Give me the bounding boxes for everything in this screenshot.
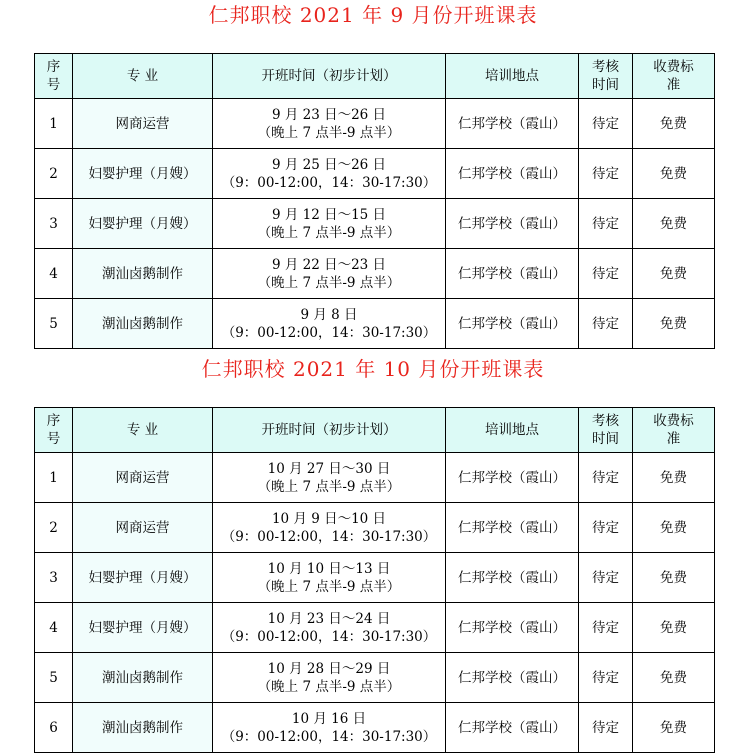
table-row (35, 99, 715, 149)
row-fee: 免费 (633, 99, 715, 149)
header-fee-line: 准 (666, 77, 681, 93)
row-time-date: 9 月 8 日 (300, 306, 358, 323)
row-time (213, 299, 446, 349)
row-time-date: 10 月 23 日～24 日 (267, 610, 391, 627)
row-time-date: 10 月 27 日～30 日 (267, 460, 391, 477)
header-row (35, 408, 715, 453)
header-location: 培训地点 (446, 408, 579, 453)
table-row (35, 503, 715, 553)
table-row (35, 149, 715, 199)
row-fee: 免费 (633, 249, 715, 299)
row-major: 潮汕卤鹅制作 (73, 653, 213, 703)
header-index-line: 号 (46, 431, 61, 447)
header-assessment-line: 考核 (592, 59, 619, 75)
table-row (35, 299, 715, 349)
table-row (35, 199, 715, 249)
table-row (35, 603, 715, 653)
row-time-date: 10 月 16 日 (291, 710, 367, 727)
row-location: 仁邦学校（霞山） (446, 249, 579, 299)
header-index (35, 54, 73, 99)
row-time (213, 149, 446, 199)
row-major: 潮汕卤鹅制作 (73, 249, 213, 299)
row-time (213, 653, 446, 703)
row-time (213, 553, 446, 603)
row-location: 仁邦学校（霞山） (446, 199, 579, 249)
row-location: 仁邦学校（霞山） (446, 603, 579, 653)
row-time-date: 9 月 22 日～23 日 (271, 256, 387, 273)
row-major: 网商运营 (73, 503, 213, 553)
row-time-hours: （9：00-12:00，14：30-17:30） (221, 174, 437, 191)
october-schedule-title: 仁邦职校 2021 年 10 月份开班课表 (201, 357, 545, 381)
row-assessment: 待定 (579, 503, 633, 553)
row-fee: 免费 (633, 553, 715, 603)
row-location: 仁邦学校（霞山） (446, 703, 579, 753)
row-assessment: 待定 (579, 653, 633, 703)
header-fee (633, 408, 715, 453)
row-time-hours: （9：00-12:00，14：30-17:30） (221, 728, 437, 745)
row-assessment: 待定 (579, 99, 633, 149)
header-assessment-line: 时间 (592, 77, 619, 93)
row-time-date: 10 月 10 日～13 日 (267, 560, 391, 577)
row-assessment: 待定 (579, 199, 633, 249)
table-row (35, 653, 715, 703)
row-assessment: 待定 (579, 453, 633, 503)
september-schedule-title: 仁邦职校 2021 年 9 月份开班课表 (208, 3, 538, 27)
header-fee (633, 54, 715, 99)
row-index: 1 (35, 99, 73, 149)
row-time-hours: （晚上 7 点半-9 点半） (257, 224, 401, 241)
row-time-hours: （9：00-12:00，14：30-17:30） (221, 324, 437, 341)
row-major: 网商运营 (73, 453, 213, 503)
row-fee: 免费 (633, 503, 715, 553)
row-location: 仁邦学校（霞山） (446, 99, 579, 149)
row-time-hours: （晚上 7 点半-9 点半） (257, 478, 401, 495)
header-fee-line: 收费标 (653, 413, 694, 429)
row-time (213, 453, 446, 503)
header-major: 专 业 (73, 408, 213, 453)
row-time (213, 249, 446, 299)
header-fee-line: 收费标 (653, 59, 694, 75)
header-index (35, 408, 73, 453)
october-schedule-table (34, 407, 715, 753)
row-index: 3 (35, 199, 73, 249)
row-index: 2 (35, 149, 73, 199)
row-fee: 免费 (633, 453, 715, 503)
row-major: 潮汕卤鹅制作 (73, 299, 213, 349)
row-index: 6 (35, 703, 73, 753)
row-fee: 免费 (633, 199, 715, 249)
row-major: 妇婴护理（月嫂） (73, 199, 213, 249)
row-assessment: 待定 (579, 603, 633, 653)
row-assessment: 待定 (579, 299, 633, 349)
row-index: 4 (35, 249, 73, 299)
row-fee: 免费 (633, 603, 715, 653)
row-fee: 免费 (633, 149, 715, 199)
row-index: 2 (35, 503, 73, 553)
row-index: 1 (35, 453, 73, 503)
header-index-line: 号 (46, 77, 61, 93)
header-assessment-line: 时间 (592, 431, 619, 447)
header-row (35, 54, 715, 99)
header-fee-line: 准 (666, 431, 681, 447)
row-location: 仁邦学校（霞山） (446, 503, 579, 553)
header-assessment (579, 408, 633, 453)
row-time-date: 9 月 12 日～15 日 (271, 206, 387, 223)
row-location: 仁邦学校（霞山） (446, 453, 579, 503)
row-time (213, 703, 446, 753)
row-major: 妇婴护理（月嫂） (73, 603, 213, 653)
row-major: 潮汕卤鹅制作 (73, 703, 213, 753)
row-index: 3 (35, 553, 73, 603)
september-schedule-table (34, 53, 715, 349)
row-time-date: 9 月 23 日～26 日 (271, 106, 387, 123)
row-time (213, 503, 446, 553)
row-time-hours: （晚上 7 点半-9 点半） (257, 274, 401, 291)
table-row (35, 703, 715, 753)
table-row (35, 249, 715, 299)
row-assessment: 待定 (579, 553, 633, 603)
row-major: 妇婴护理（月嫂） (73, 149, 213, 199)
header-location: 培训地点 (446, 54, 579, 99)
row-location: 仁邦学校（霞山） (446, 149, 579, 199)
row-index: 4 (35, 603, 73, 653)
row-time (213, 99, 446, 149)
header-assessment (579, 54, 633, 99)
header-index-line: 序 (46, 59, 61, 75)
row-assessment: 待定 (579, 249, 633, 299)
row-time-hours: （9：00-12:00，14：30-17:30） (221, 628, 437, 645)
header-time: 开班时间（初步计划） (213, 408, 446, 453)
row-major: 网商运营 (73, 99, 213, 149)
row-time-hours: （晚上 7 点半-9 点半） (257, 578, 401, 595)
row-location: 仁邦学校（霞山） (446, 299, 579, 349)
row-assessment: 待定 (579, 703, 633, 753)
row-time-hours: （9：00-12:00，14：30-17:30） (221, 528, 437, 545)
row-time-hours: （晚上 7 点半-9 点半） (257, 124, 401, 141)
header-index-line: 序 (46, 413, 61, 429)
header-assessment-line: 考核 (592, 413, 619, 429)
row-time (213, 199, 446, 249)
table-row (35, 453, 715, 503)
header-major: 专 业 (73, 54, 213, 99)
row-fee: 免费 (633, 653, 715, 703)
row-time (213, 603, 446, 653)
row-index: 5 (35, 299, 73, 349)
row-time-date: 10 月 9 日～10 日 (271, 510, 387, 527)
row-time-date: 10 月 28 日～29 日 (267, 660, 391, 677)
row-major: 妇婴护理（月嫂） (73, 553, 213, 603)
row-assessment: 待定 (579, 149, 633, 199)
row-time-hours: （晚上 7 点半-9 点半） (257, 678, 401, 695)
header-time: 开班时间（初步计划） (213, 54, 446, 99)
row-fee: 免费 (633, 299, 715, 349)
row-location: 仁邦学校（霞山） (446, 653, 579, 703)
row-fee: 免费 (633, 703, 715, 753)
row-time-date: 9 月 25 日～26 日 (271, 156, 387, 173)
row-index: 5 (35, 653, 73, 703)
table-row (35, 553, 715, 603)
row-location: 仁邦学校（霞山） (446, 553, 579, 603)
